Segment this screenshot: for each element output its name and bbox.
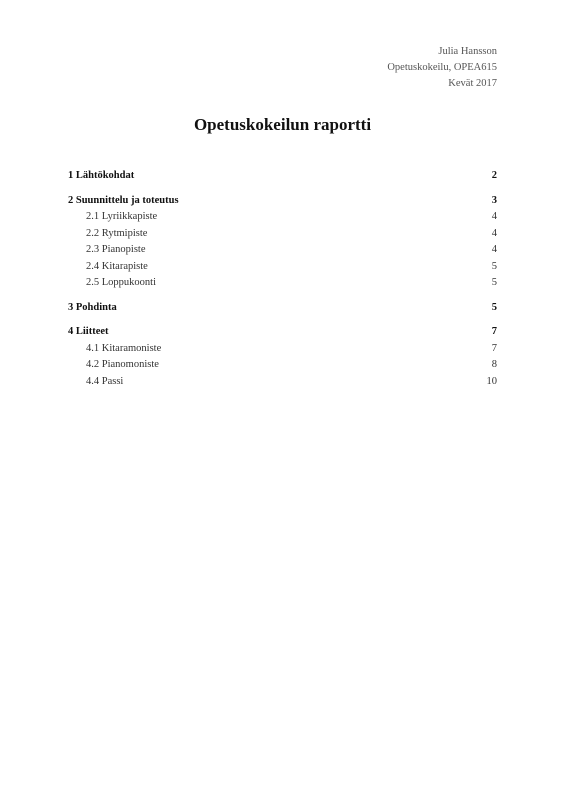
toc-entry-page: 7 [491,326,497,337]
toc-entry-label: 2.4 Kitarapiste [86,260,148,272]
toc-entry[interactable] [68,242,497,259]
toc-entry-page: 3 [491,194,497,206]
term: Kevät 2017 [448,78,497,89]
toc-entry-label: 4.1 Kitaramoniste [86,342,162,354]
toc-entry[interactable] [68,193,497,210]
toc-entry[interactable] [68,374,497,391]
toc-entry-page: 2 [491,170,497,181]
toc-entry[interactable] [68,357,497,374]
toc-entry-page: 5 [491,301,497,313]
toc-entry[interactable] [68,324,497,341]
toc-entry[interactable] [68,259,497,276]
toc-entry-page: 4 [491,244,497,255]
toc-entry-page: 8 [491,359,497,370]
toc-entry-label: 4.4 Passi [86,375,124,387]
toc-entry-label: 2.3 Pianopiste [86,244,146,255]
toc-entry-page: 5 [491,260,497,272]
toc-entry-label: 4 Liitteet [68,326,109,337]
course-name: Opetuskokeilu, OPEA615 [387,62,497,73]
toc-entry-label: 2.2 Rytmipiste [86,227,148,239]
toc-entry-label: 3 Pohdinta [68,301,117,313]
toc-entry-label: 2.5 Loppukoonti [86,277,156,288]
author-block [387,44,497,92]
toc-entry[interactable] [68,168,497,185]
toc-entry-label: 1 Lähtökohdat [68,170,135,181]
document-title: Opetuskokeilun raportti [193,115,372,134]
author-name: Julia Hansson [438,46,497,57]
table-of-contents [68,168,497,390]
toc-entry-page: 5 [491,277,497,288]
toc-entry[interactable] [68,341,497,358]
toc-entry-page: 10 [486,375,497,387]
toc-entry-page: 4 [491,211,497,222]
toc-entry[interactable] [68,300,497,317]
toc-entry-label: 2 Suunnittelu ja toteutus [68,194,179,206]
toc-entry[interactable] [68,209,497,226]
toc-entry[interactable] [68,275,497,292]
toc-entry[interactable] [68,226,497,243]
toc-entry-label: 4.2 Pianomoniste [86,359,159,370]
toc-entry-page: 4 [491,227,497,239]
toc-entry-label: 2.1 Lyriikkapiste [86,211,158,222]
toc-entry-page: 7 [491,342,497,354]
